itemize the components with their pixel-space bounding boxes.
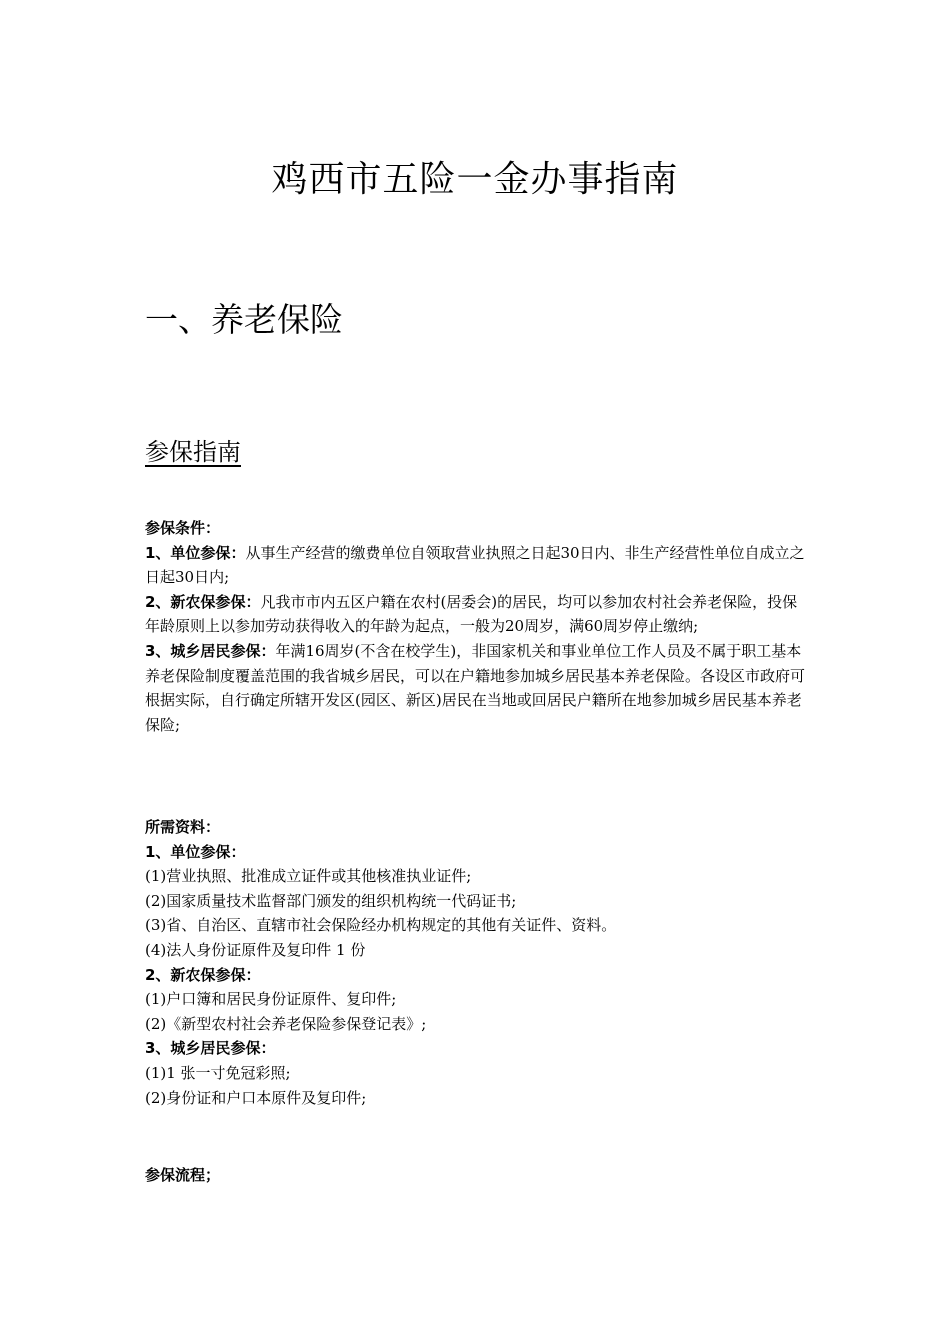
list-item: (1)营业执照、批准成立证件或其他核准执业证件; [145,867,472,886]
list-item: (1)户口簿和居民身份证原件、复印件; [145,990,397,1009]
process-label: 参保流程； [145,1166,221,1184]
list-item: (2)身份证和户口本原件及复印件; [145,1088,367,1107]
condition-item-text: 凡我市市内五区户籍在农村(居委会)的居民，均可以参加农村社会养老保险，投保年龄原则上以参加劳动获得收入的年龄为起点，一般为20周岁，满60周岁停止缴纳; [145,592,798,636]
condition-item-resident [145,639,810,737]
subheading-enrollment-guide: 参保指南 [145,438,241,466]
list-item: (2)国家质量技术监督部门颁发的组织机构统一代码证书; [145,891,517,910]
condition-item-label: 3、城乡居民参保： [145,641,276,660]
conditions-block [145,516,810,737]
list-item: (4)法人身份证原件及复印件 1 份 [145,940,366,959]
list-item: (3)省、自治区、直辖市社会保险经办机构规定的其他有关证件、资料。 [145,916,617,935]
section-heading-pension: 一、养老保险 [145,300,343,339]
materials-label: 所需资料： [145,818,221,836]
process-block [145,1163,810,1188]
materials-group-label: 2、新农保参保： [145,965,261,984]
condition-item-text: 年满16周岁(不含在校学生)，非国家机关和事业单位工作人员及不属于职工基本养老保险制度覆盖范围的我省城乡居民，可以在户籍地参加城乡居民基本养老保险。各设区市政府可根据实际，自行确定所辖开发区(园区、新区)居民在当地或回居民户籍所在地参加城乡居民基本养老保险; [145,641,806,734]
condition-item-text: 从事生产经营的缴费单位自领取营业执照之日起30日内、非生产经营性单位自成立之日起30日内; [145,543,805,587]
condition-item-label: 2、新农保参保： [145,592,261,611]
condition-item-label: 1、单位参保： [145,543,246,562]
list-item: (2)《新型农村社会养老保险参保登记表》; [145,1014,427,1033]
materials-group-label: 3、城乡居民参保： [145,1039,276,1058]
list-item: (1)1 张一寸免冠彩照; [145,1063,291,1082]
condition-item-unit [145,541,810,590]
materials-block [145,815,810,1110]
conditions-label: 参保条件： [145,519,221,537]
materials-group-label: 1、单位参保： [145,842,246,861]
document-title: 鸡西市五险一金办事指南 [271,159,679,200]
condition-item-rural [145,590,810,639]
